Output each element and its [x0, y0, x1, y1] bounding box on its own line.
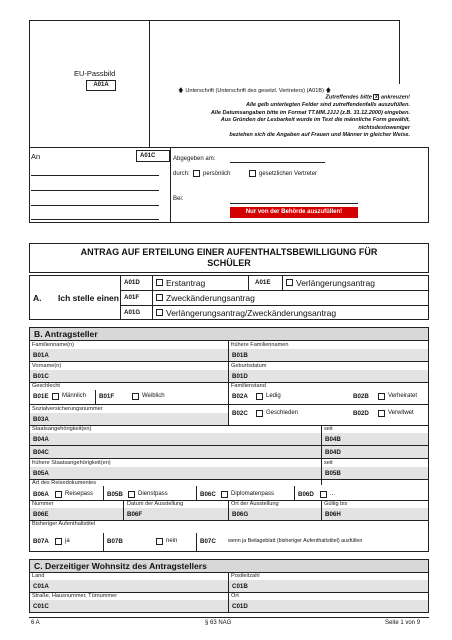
b06-col-3 — [294, 486, 295, 500]
a01d-code: A01D — [124, 279, 140, 286]
authority-badge: Nur von der Behörde auszufüllen! — [230, 207, 358, 218]
signature-frame — [150, 20, 400, 84]
b01b-code: B01B — [232, 352, 248, 359]
passbild-code: A01A — [86, 80, 116, 91]
land-field[interactable] — [30, 580, 228, 592]
b06-col-1 — [103, 486, 104, 500]
verl-zweck-label: Verlängerungsantrag/Zweckänderungsantrag — [166, 308, 337, 318]
geschieden-checkbox[interactable] — [256, 410, 263, 417]
verheiratet-checkbox[interactable] — [378, 393, 385, 400]
nein-checkbox[interactable] — [156, 538, 163, 545]
nummer-label: Nummer — [32, 501, 54, 507]
sozialversicherung-label: Sozialversicherungsnummer — [32, 406, 103, 412]
an-code: A01C — [136, 150, 170, 162]
b01a-code: B01A — [33, 352, 49, 359]
note-gelb: Alle gelb unterlegten Felder sind zutreffendenfalls auszufüllen. — [245, 102, 410, 109]
fruehere-familiennamen-label: frühere Familiennamen — [231, 342, 289, 348]
familienstand-label: Familienstand — [231, 383, 266, 389]
a01g-code: A01G — [124, 309, 141, 316]
sozialversicherung-field[interactable] — [30, 413, 228, 425]
geburtsdatum-label: Geburtsdatum — [231, 363, 267, 369]
c01d-code: C01D — [232, 603, 248, 610]
seit-label-2: seit — [324, 460, 333, 466]
durch-label: durch: — [173, 171, 190, 177]
verwitwet-checkbox[interactable] — [378, 410, 385, 417]
note-lesbarkeit: Aus Gründen der Lesbarkeit wurde im Text die männliche Form gewählt, — [220, 117, 410, 124]
bei-line — [230, 203, 358, 204]
b01f-code: B01F — [99, 393, 115, 400]
b02d-code: B02D — [353, 410, 369, 417]
sonstiges-checkbox[interactable] — [320, 491, 327, 498]
ausstellungsort-label: Ort der Ausstellung — [231, 501, 279, 507]
note-zutreffendes: Zutreffendes bitte — [325, 94, 372, 101]
c01c-code: C01C — [33, 603, 49, 610]
c01a-code: C01A — [33, 583, 49, 590]
ja-label: ja — [65, 538, 70, 544]
b-row-3a — [29, 404, 228, 405]
geschlecht-label: Geschlecht — [32, 383, 60, 389]
strasse-field[interactable] — [30, 600, 228, 612]
ort-field[interactable] — [229, 600, 428, 612]
strasse-label: Straße, Hausnummer, Türnummer — [32, 593, 118, 599]
fruehere-staatsangehoerigkeit-label: frühere Staatsangehörigkeit(en) — [32, 460, 111, 466]
verl-zweck-checkbox[interactable] — [156, 309, 163, 316]
abgegeben-label: Abgegeben am: — [173, 156, 216, 162]
footer-center: § 63 NAG — [205, 620, 232, 626]
b03a-code: B03A — [33, 416, 49, 423]
passbild-label: EU-Passbild — [74, 69, 116, 78]
persoenlich-label: persönlich — [203, 171, 231, 177]
b-row-8 — [29, 500, 429, 501]
b07c-code: B07C — [200, 538, 216, 545]
sonstiges-label: ... — [330, 491, 336, 497]
reisepass-checkbox[interactable] — [55, 491, 62, 498]
arrow-up-icon: 🡅 — [178, 88, 184, 94]
b05b-code: B05B — [325, 470, 341, 477]
section-a-row1 — [120, 290, 429, 291]
fruehere-familiennamen-field[interactable] — [229, 349, 428, 361]
ausstellungsdatum-label: Datum der Ausstellung — [127, 501, 184, 507]
ledig-checkbox[interactable] — [256, 393, 263, 400]
abgegeben-line — [230, 162, 325, 163]
b-nr-col-1 — [123, 500, 124, 520]
c01b-code: C01B — [232, 583, 248, 590]
b01c-code: B01C — [33, 373, 49, 380]
b06e-code: B06E — [33, 511, 49, 518]
note-datum: Alle Datumsangaben bitte im Format TT.MM.JJJJ (z.B. 31.12.2000) eingeben. — [210, 109, 410, 116]
weiblich-label: Weiblich — [142, 393, 165, 399]
address-divider — [170, 147, 171, 223]
geschieden-label: Geschieden — [266, 410, 299, 416]
section-a-label: A. — [33, 293, 42, 303]
b06-col-2 — [196, 486, 197, 500]
signature-caption: Unterschrift (Unterschrift des gesetzl. Vertreters) (A01B) — [185, 88, 324, 94]
b06a-code: B06A — [33, 491, 49, 498]
vertreter-checkbox[interactable] — [249, 170, 256, 177]
b06g-code: B06G — [232, 511, 249, 518]
an-line-4 — [31, 219, 159, 220]
b05a-code: B05A — [33, 470, 49, 477]
verlaengerung-label: Verlängerungsantrag — [296, 278, 375, 288]
vertreter-label: gesetzlichen Vertreter — [259, 171, 318, 177]
b-nr-col-3 — [321, 500, 322, 520]
beilage-note: wenn ja Beilageblatt (bisheriger Aufenthaltstitel) ausfüllen — [228, 538, 363, 544]
checked-box-icon: x — [375, 94, 378, 100]
maennlich-label: Männlich — [62, 393, 87, 399]
weiblich-checkbox[interactable] — [132, 393, 139, 400]
staatsangehoerigkeit-field-1[interactable] — [30, 433, 321, 445]
zweckaenderung-label: Zweckänderungsantrag — [166, 293, 255, 303]
b01f-col — [95, 390, 96, 404]
section-a-text: Ich stelle einen — [58, 293, 119, 303]
instructions — [150, 94, 410, 140]
erstantrag-checkbox[interactable] — [156, 279, 163, 286]
familienname-field[interactable] — [30, 349, 228, 361]
b04c-code: B04C — [33, 449, 49, 456]
vorname-field[interactable] — [30, 370, 228, 382]
erstantrag-label: Erstantrag — [166, 278, 206, 288]
nein-label: nein — [166, 538, 178, 544]
an-line-2 — [31, 190, 159, 191]
b06h-code: B06H — [325, 511, 341, 518]
staatsangehoerigkeit-label: Staatsangehörigkeit(en) — [32, 426, 92, 432]
section-a-row2 — [120, 305, 429, 306]
staatsangehoerigkeit-field-2[interactable] — [30, 446, 321, 458]
verwitwet-label: Verwitwet — [388, 410, 414, 416]
b01e-code: B01E — [33, 393, 49, 400]
b05b-reise-code: B05B — [107, 491, 123, 498]
a01e-col-left — [248, 275, 249, 290]
b-row-2 — [29, 382, 429, 383]
diplomatenpass-checkbox[interactable] — [221, 491, 228, 498]
gueltig-label: Gültig bis — [324, 501, 348, 507]
a01f-code: A01F — [124, 294, 140, 301]
b04d-code: B04D — [325, 449, 341, 456]
b07-col-1 — [103, 533, 104, 552]
dienstpass-label: Dienstpass — [138, 491, 168, 497]
b07a-code: B07A — [33, 538, 49, 545]
vorname-label: Vorname(n) — [32, 363, 62, 369]
land-label: Land — [32, 573, 45, 579]
note-ankreuzen: ankreuzen! — [380, 94, 410, 101]
fruehere-staatsangehoerigkeit-field[interactable] — [30, 467, 321, 479]
verheiratet-label: Verheiratet — [388, 393, 418, 399]
title-line-2: SCHÜLER — [207, 258, 251, 268]
plz-field[interactable] — [229, 580, 428, 592]
arrow-up-icon: 🡅 — [325, 88, 332, 94]
footer-right: Seite 1 von 9 — [385, 620, 421, 626]
b02b-code: B02B — [353, 393, 369, 400]
b-row-6 — [29, 458, 429, 459]
b02c-code: B02C — [232, 410, 248, 417]
b04a-code: B04A — [33, 436, 49, 443]
note-frauen-maenner: beziehen sich die Angaben auf Frauen und Männer in gleicher Weise. — [229, 132, 410, 139]
b06c-code: B06C — [200, 491, 216, 498]
a01e-col-right — [282, 275, 283, 290]
zweckaenderung-checkbox[interactable] — [156, 294, 163, 301]
footer-left: 6 A — [31, 620, 40, 626]
a01e-code: A01E — [255, 279, 271, 286]
section-b-heading: B. Antragsteller — [29, 327, 429, 341]
an-line-1 — [31, 175, 159, 176]
familienname-label: Familienname(n) — [32, 342, 74, 348]
b-row-1 — [29, 361, 429, 362]
dienstpass-checkbox[interactable] — [128, 491, 135, 498]
b06f-code: B06F — [127, 511, 143, 518]
b01d-code: B01D — [232, 373, 248, 380]
persoenlich-checkbox[interactable] — [193, 170, 200, 177]
title-line-1: ANTRAG AUF ERTEILUNG EINER AUFENTHALTSBEWILLIGUNG FÜR — [80, 247, 378, 257]
footer-rule — [29, 617, 429, 618]
b07b-code: B07B — [107, 538, 123, 545]
section-c-heading: C. Derzeitiger Wohnsitz des Antragstellers — [29, 559, 429, 573]
b06d-code: B06D — [298, 491, 314, 498]
b04b-code: B04B — [325, 436, 341, 443]
reisepass-label: Reisepass — [65, 491, 94, 497]
diplomatenpass-label: Diplomatenpass — [231, 491, 275, 497]
section-a-col — [152, 275, 153, 320]
ja-checkbox[interactable] — [55, 538, 62, 545]
maennlich-checkbox[interactable] — [52, 393, 59, 400]
an-label: An — [31, 152, 41, 161]
b-nr-col-2 — [228, 500, 229, 520]
bisheriger-titel-label: Bisheriger Aufenthaltstitel — [32, 521, 96, 527]
ort-label: Ort — [231, 593, 239, 599]
address-frame — [29, 147, 429, 223]
b07-col-2 — [196, 533, 197, 552]
an-line-3 — [31, 205, 159, 206]
seit-label-1: seit — [324, 426, 333, 432]
verlaengerung-checkbox[interactable] — [286, 279, 293, 286]
ledig-label: Ledig — [266, 393, 281, 399]
b02a-code: B02A — [232, 393, 248, 400]
section-a-divider — [120, 275, 121, 320]
bei-label: Bei: — [173, 196, 184, 202]
geburtsdatum-field[interactable] — [229, 370, 428, 382]
plz-label: Postleitzahl — [231, 573, 260, 579]
b-row-3b — [228, 404, 429, 405]
note-nichtsdestoweniger: nichtsdestoweniger — [358, 124, 410, 131]
reisedokument-label: Art des Reisedokumentes — [32, 480, 97, 486]
